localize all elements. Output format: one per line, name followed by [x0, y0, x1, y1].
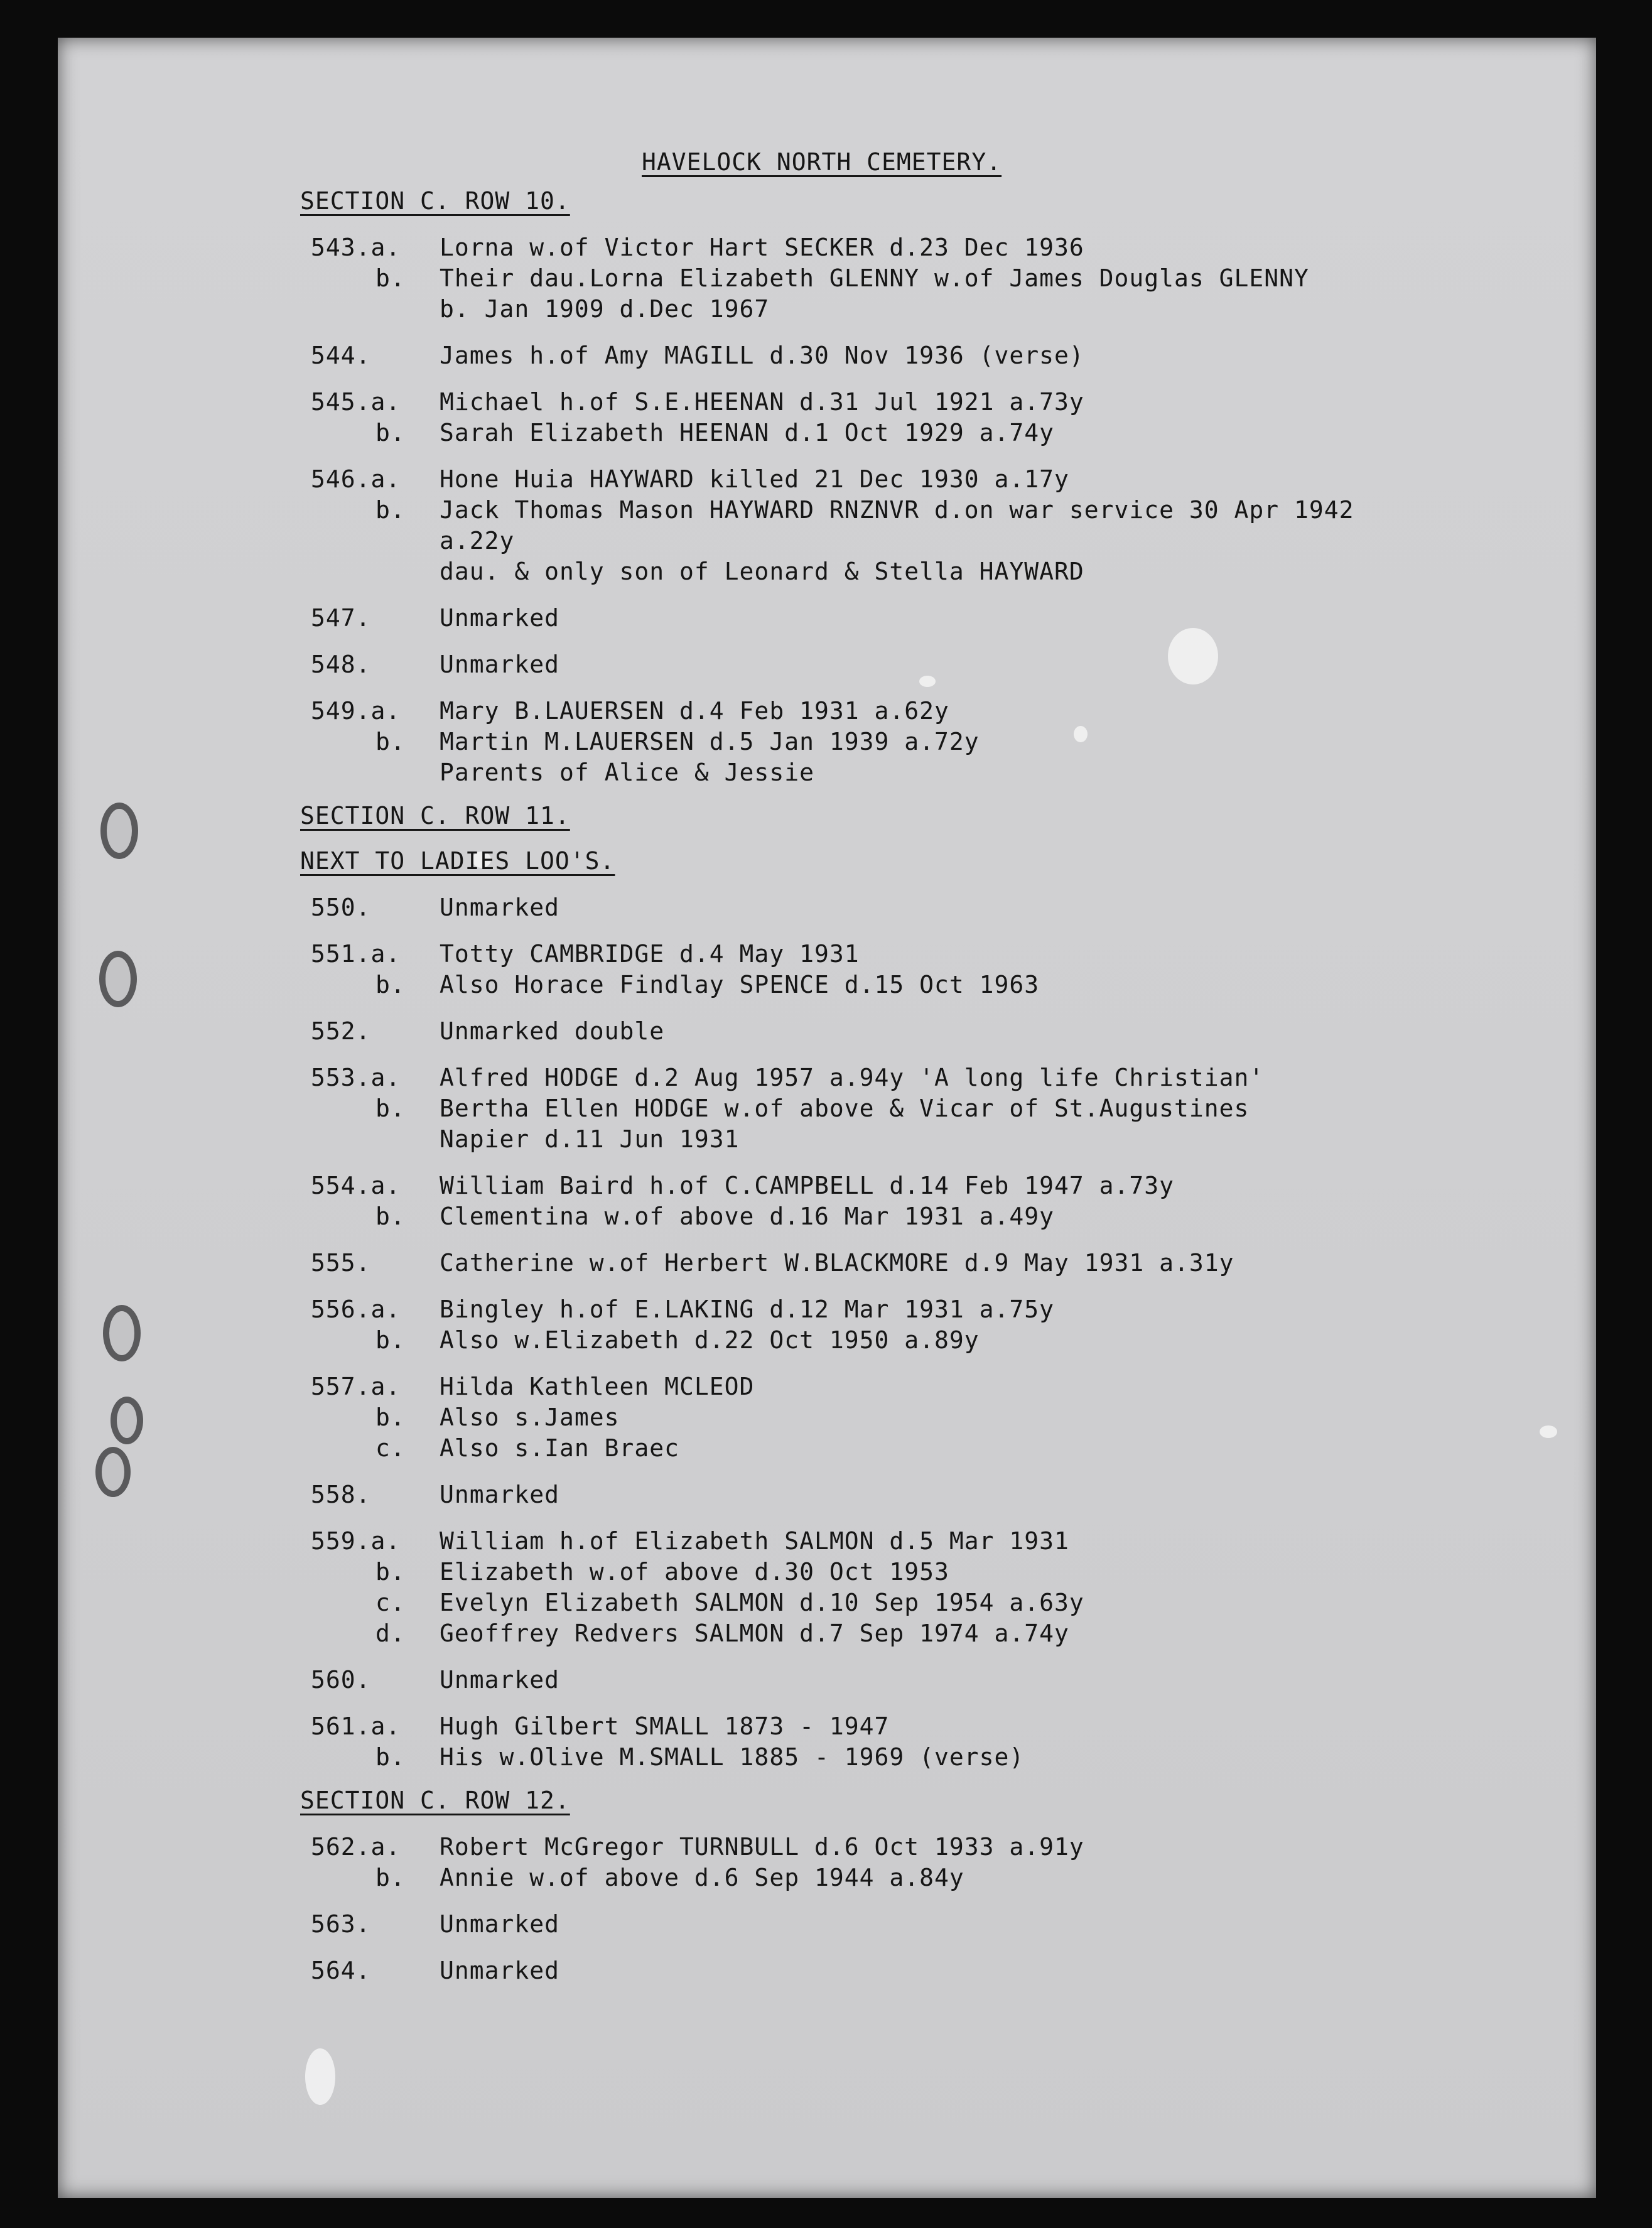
entry-text: Unmarked — [440, 894, 560, 921]
entry-number: 558. — [311, 1481, 371, 1508]
entry-number: b. — [375, 419, 406, 446]
entry-number: b. — [375, 1743, 406, 1771]
entry-number: 562.a. — [311, 1833, 401, 1861]
entry-text: Alfred HODGE d.2 Aug 1957 a.94y 'A long life Christian' — [440, 1064, 1265, 1091]
paper-speck — [1074, 726, 1088, 742]
entry-text: Sarah Elizabeth HEENAN d.1 Oct 1929 a.74y — [440, 419, 1054, 446]
entry-number: 563. — [311, 1910, 371, 1938]
entry-text: Robert McGregor TURNBULL d.6 Oct 1933 a.91y — [440, 1833, 1084, 1861]
entry-text: Catherine w.of Herbert W.BLACKMORE d.9 May 1931 a.31y — [440, 1249, 1234, 1277]
paper-speck — [1540, 1425, 1557, 1438]
punch-hole — [103, 1305, 141, 1361]
punch-hole — [111, 1397, 143, 1444]
entry-text: William h.of Elizabeth SALMON d.5 Mar 1931 — [440, 1527, 1069, 1555]
entry-text: Unmarked — [440, 1957, 560, 1984]
section-subheading: NEXT TO LADIES LOO'S. — [300, 847, 615, 875]
entry-text: Also s.James — [440, 1403, 620, 1431]
document-title: HAVELOCK NORTH CEMETERY. — [642, 148, 1002, 176]
entry-number: 551.a. — [311, 940, 401, 968]
entry-number: 544. — [311, 342, 371, 369]
entry-number: 556.a. — [311, 1295, 401, 1323]
entry-number: 552. — [311, 1017, 371, 1045]
entry-number: 564. — [311, 1957, 371, 1984]
entry-text: Unmarked double — [440, 1017, 665, 1045]
entry-text: Michael h.of S.E.HEENAN d.31 Jul 1921 a.73y — [440, 388, 1084, 416]
entry-number: 549.a. — [311, 697, 401, 725]
entry-text: Clementina w.of above d.16 Mar 1931 a.49y — [440, 1203, 1054, 1230]
entry-text: Evelyn Elizabeth SALMON d.10 Sep 1954 a.63y — [440, 1589, 1084, 1616]
entry-number: 554.a. — [311, 1172, 401, 1199]
entry-number: b. — [375, 264, 406, 292]
entry-number: 557.a. — [311, 1373, 401, 1400]
entry-number: b. — [375, 728, 406, 755]
entry-number: b. — [375, 1403, 406, 1431]
paper-speck — [305, 2048, 335, 2105]
entry-text: Hugh Gilbert SMALL 1873 - 1947 — [440, 1712, 890, 1740]
paper-speck — [1168, 628, 1218, 684]
section-heading: SECTION C. ROW 10. — [300, 187, 570, 215]
entry-number: b. — [375, 1203, 406, 1230]
entry-number: b. — [375, 1326, 406, 1354]
entry-number: 560. — [311, 1666, 371, 1694]
entry-text: William Baird h.of C.CAMPBELL d.14 Feb 1947 a.73y — [440, 1172, 1175, 1199]
entry-text: a.22y — [440, 527, 515, 554]
entry-text: Mary B.LAUERSEN d.4 Feb 1931 a.62y — [440, 697, 949, 725]
entry-number: 561.a. — [311, 1712, 401, 1740]
entry-text: Unmarked — [440, 1666, 560, 1694]
entry-text: Hone Huia HAYWARD killed 21 Dec 1930 a.17y — [440, 465, 1069, 493]
entry-text: Annie w.of above d.6 Sep 1944 a.84y — [440, 1864, 964, 1891]
entry-text: Bingley h.of E.LAKING d.12 Mar 1931 a.75y — [440, 1295, 1054, 1323]
entry-text: Martin M.LAUERSEN d.5 Jan 1939 a.72y — [440, 728, 980, 755]
entry-number: 547. — [311, 604, 371, 632]
entry-text: Parents of Alice & Jessie — [440, 759, 814, 786]
entry-text: Jack Thomas Mason HAYWARD RNZNVR d.on war service 30 Apr 1942 — [440, 496, 1354, 524]
entry-number: 555. — [311, 1249, 371, 1277]
entry-number: 548. — [311, 651, 371, 678]
entry-number: c. — [375, 1434, 406, 1462]
entry-text: Also Horace Findlay SPENCE d.15 Oct 1963 — [440, 971, 1040, 998]
entry-text: Geoffrey Redvers SALMON d.7 Sep 1974 a.74y — [440, 1620, 1069, 1647]
entry-number: b. — [375, 1864, 406, 1891]
entry-text: Napier d.11 Jun 1931 — [440, 1125, 740, 1153]
entry-text: b. Jan 1909 d.Dec 1967 — [440, 295, 770, 323]
entry-text: Also s.Ian Braec — [440, 1434, 680, 1462]
entry-text: Bertha Ellen HODGE w.of above & Vicar of St.Augustines — [440, 1095, 1250, 1122]
section-heading: SECTION C. ROW 11. — [300, 802, 570, 830]
entry-text: Hilda Kathleen MCLEOD — [440, 1373, 755, 1400]
paper-speck — [919, 676, 936, 687]
punch-hole — [95, 1447, 131, 1497]
entry-text: Elizabeth w.of above d.30 Oct 1953 — [440, 1558, 949, 1586]
entry-number: 543.a. — [311, 234, 401, 261]
entry-number: 553.a. — [311, 1064, 401, 1091]
entry-text: James h.of Amy MAGILL d.30 Nov 1936 (verse) — [440, 342, 1084, 369]
entry-number: 546.a. — [311, 465, 401, 493]
entry-text: dau. & only son of Leonard & Stella HAYWARD — [440, 558, 1084, 585]
entry-number: b. — [375, 496, 406, 524]
entry-text: Also w.Elizabeth d.22 Oct 1950 a.89y — [440, 1326, 980, 1354]
entry-text: His w.Olive M.SMALL 1885 - 1969 (verse) — [440, 1743, 1025, 1771]
entry-number: c. — [375, 1589, 406, 1616]
entry-number: b. — [375, 1095, 406, 1122]
entry-text: Unmarked — [440, 651, 560, 678]
entry-text: Totty CAMBRIDGE d.4 May 1931 — [440, 940, 860, 968]
punch-hole — [99, 951, 137, 1007]
entry-text: Their dau.Lorna Elizabeth GLENNY w.of James Douglas GLENNY — [440, 264, 1309, 292]
entry-text: Unmarked — [440, 1481, 560, 1508]
entry-text: Lorna w.of Victor Hart SECKER d.23 Dec 1936 — [440, 234, 1084, 261]
entry-number: 545.a. — [311, 388, 401, 416]
entry-number: b. — [375, 971, 406, 998]
entry-text: Unmarked — [440, 604, 560, 632]
entry-number: 559.a. — [311, 1527, 401, 1555]
entry-text: Unmarked — [440, 1910, 560, 1938]
punch-hole — [100, 803, 138, 859]
section-heading: SECTION C. ROW 12. — [300, 1787, 570, 1814]
entry-number: b. — [375, 1558, 406, 1586]
entry-number: 550. — [311, 894, 371, 921]
entry-number: d. — [375, 1620, 406, 1647]
